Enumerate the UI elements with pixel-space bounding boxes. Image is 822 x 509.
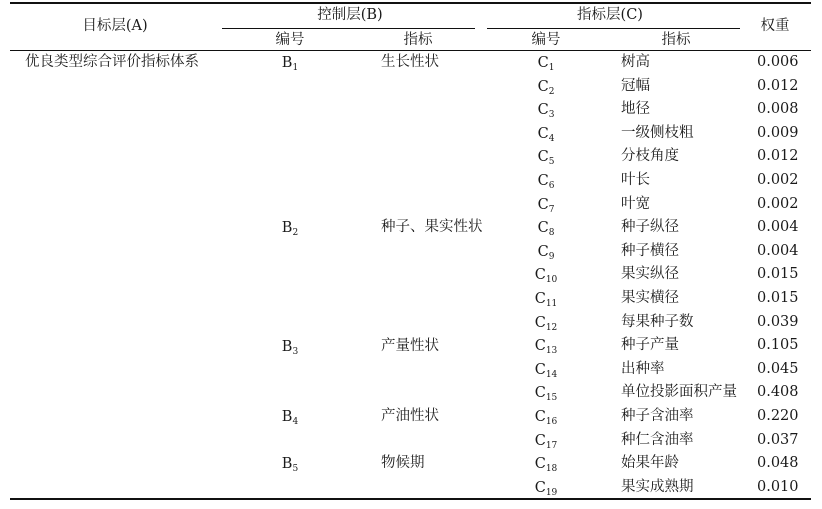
indicator-code	[521, 219, 571, 237]
indicator-code-sub: 5	[548, 157, 555, 167]
indicator-code-letter: C	[537, 173, 549, 189]
indicator-code-letter: C	[534, 362, 546, 378]
group-code-b1	[265, 54, 315, 72]
header-weight: 权重	[760, 18, 790, 34]
group-code-b3	[265, 338, 315, 356]
group-code-letter: B	[281, 409, 293, 425]
group-code-sub: 1	[292, 63, 299, 73]
indicator-code-sub: 1	[548, 63, 555, 73]
indicator-name: 树高	[621, 54, 650, 70]
indicator-name: 分枝角度	[621, 148, 679, 164]
indicator-code	[521, 361, 571, 379]
indicator-code-sub: 4	[548, 134, 555, 144]
indicator-code-sub: 15	[545, 393, 558, 403]
group-code-b2	[265, 219, 315, 237]
group-name-b1: 生长性状	[381, 54, 439, 70]
indicator-name: 叶宽	[621, 196, 650, 212]
indicator-code	[521, 54, 571, 72]
indicator-name: 始果年龄	[621, 455, 679, 471]
indicator-name: 果实横径	[621, 290, 679, 306]
indicator-code-sub: 18	[545, 464, 558, 474]
indicator-code-letter: C	[537, 220, 549, 236]
group-name-b5: 物候期	[381, 455, 425, 471]
indicator-code	[521, 196, 571, 214]
indicator-weight: 0.039	[757, 314, 799, 330]
header-code-c: 编号	[531, 32, 561, 48]
indicator-weight: 0.037	[757, 432, 799, 448]
group-code-b4	[265, 408, 315, 426]
indicator-weight: 0.004	[757, 243, 799, 259]
group-name-b2: 种子、果实性状	[381, 219, 483, 235]
group-code-letter: B	[281, 339, 293, 355]
indicator-code-letter: C	[537, 244, 549, 260]
indicator-weight: 0.002	[757, 196, 799, 212]
indicator-name: 种仁含油率	[621, 432, 694, 448]
group-code-letter: B	[281, 456, 293, 472]
header-indicator-c: 指标	[661, 32, 691, 48]
indicator-code	[521, 290, 571, 308]
indicator-weight: 0.220	[757, 408, 799, 424]
indicator-code-letter: C	[537, 126, 549, 142]
indicator-code-sub: 6	[548, 181, 555, 191]
indicator-weight: 0.015	[757, 290, 799, 306]
indicator-weight: 0.045	[757, 361, 799, 377]
header-index-layer: 指标层(C)	[577, 7, 643, 23]
indicator-name: 出种率	[621, 361, 665, 377]
indicator-code-letter: C	[537, 79, 549, 95]
indicator-name: 地径	[621, 101, 650, 117]
indicator-weight: 0.006	[757, 54, 799, 70]
indicator-code	[521, 384, 571, 402]
indicator-weight: 0.010	[757, 479, 799, 495]
header-control-layer: 控制层(B)	[317, 7, 383, 23]
indicator-code	[521, 125, 571, 143]
top-rule	[10, 2, 811, 4]
indicator-weight: 0.009	[757, 125, 799, 141]
indicator-code-letter: C	[537, 197, 549, 213]
indicator-name: 果实纵径	[621, 266, 679, 282]
indicator-code-letter: C	[534, 338, 546, 354]
indicator-code-letter: C	[534, 433, 546, 449]
group-name-b3: 产量性状	[381, 338, 439, 354]
indicator-weight: 0.408	[757, 384, 799, 400]
indicator-code	[521, 337, 571, 355]
indicator-code-sub: 12	[545, 323, 558, 333]
indicator-code-sub: 14	[545, 370, 558, 380]
indicator-name: 叶长	[621, 172, 650, 188]
group-code-sub: 5	[292, 464, 299, 474]
header-indicator-b: 指标	[403, 32, 433, 48]
indicator-weight: 0.105	[757, 337, 799, 353]
group-code-letter: B	[281, 55, 293, 71]
indicator-code	[521, 408, 571, 426]
indicator-code-letter: C	[534, 456, 546, 472]
indicator-name: 每果种子数	[621, 314, 694, 330]
indicator-code-sub: 7	[548, 205, 555, 215]
indicator-code-letter: C	[537, 102, 549, 118]
indicator-code	[521, 148, 571, 166]
indicator-name: 种子纵径	[621, 219, 679, 235]
indicator-weight: 0.012	[757, 148, 799, 164]
indicator-code	[521, 455, 571, 473]
header-goal-layer: 目标层(A)	[82, 18, 148, 34]
indicator-code-letter: C	[534, 385, 546, 401]
subheader-rule-c	[487, 28, 740, 29]
indicator-code	[521, 479, 571, 497]
indicator-code-sub: 17	[545, 441, 558, 451]
group-code-sub: 4	[292, 417, 299, 427]
indicator-name: 种子含油率	[621, 408, 694, 424]
group-code-sub: 2	[292, 228, 299, 238]
indicator-code	[521, 266, 571, 284]
header-code-b: 编号	[275, 32, 305, 48]
indicator-code	[521, 314, 571, 332]
indicator-weight: 0.048	[757, 455, 799, 471]
indicator-code-letter: C	[537, 55, 549, 71]
header-bottom-rule	[10, 50, 811, 51]
indicator-code-letter: C	[534, 267, 546, 283]
indicator-weight: 0.012	[757, 78, 799, 94]
indicator-code	[521, 78, 571, 96]
bottom-rule	[10, 498, 811, 500]
indicator-code	[521, 101, 571, 119]
goal-label: 优良类型综合评价指标体系	[25, 54, 199, 70]
indicator-name: 果实成熟期	[621, 479, 694, 495]
indicator-code	[521, 432, 571, 450]
indicator-code-sub: 9	[548, 252, 555, 262]
indicator-weight: 0.002	[757, 172, 799, 188]
indicator-weight: 0.004	[757, 219, 799, 235]
indicator-name: 冠幅	[621, 78, 650, 94]
indicator-code-sub: 16	[545, 417, 558, 427]
indicator-code-letter: C	[537, 149, 549, 165]
indicator-code-sub: 19	[545, 488, 558, 498]
indicator-code-letter: C	[534, 315, 546, 331]
indicator-code	[521, 172, 571, 190]
group-name-b4: 产油性状	[381, 408, 439, 424]
indicator-weight: 0.008	[757, 101, 799, 117]
subheader-rule-b	[222, 28, 475, 29]
indicator-code-letter: C	[534, 409, 546, 425]
indicator-code-sub: 13	[545, 346, 558, 356]
indicator-name: 种子产量	[621, 337, 679, 353]
indicator-name: 单位投影面积产量	[621, 384, 737, 400]
indicator-code-sub: 3	[548, 110, 555, 120]
group-code-sub: 3	[292, 347, 299, 357]
indicator-code-sub: 11	[545, 299, 558, 309]
indicator-name: 一级侧枝粗	[621, 125, 694, 141]
indicator-code-sub: 8	[548, 228, 555, 238]
indicator-name: 种子横径	[621, 243, 679, 259]
indicator-weight: 0.015	[757, 266, 799, 282]
indicator-code-letter: C	[534, 291, 546, 307]
group-code-letter: B	[281, 220, 293, 236]
indicator-code-sub: 10	[545, 275, 558, 285]
indicator-code-sub: 2	[548, 87, 555, 97]
indicator-code	[521, 243, 571, 261]
indicator-code-letter: C	[534, 480, 546, 496]
group-code-b5	[265, 455, 315, 473]
